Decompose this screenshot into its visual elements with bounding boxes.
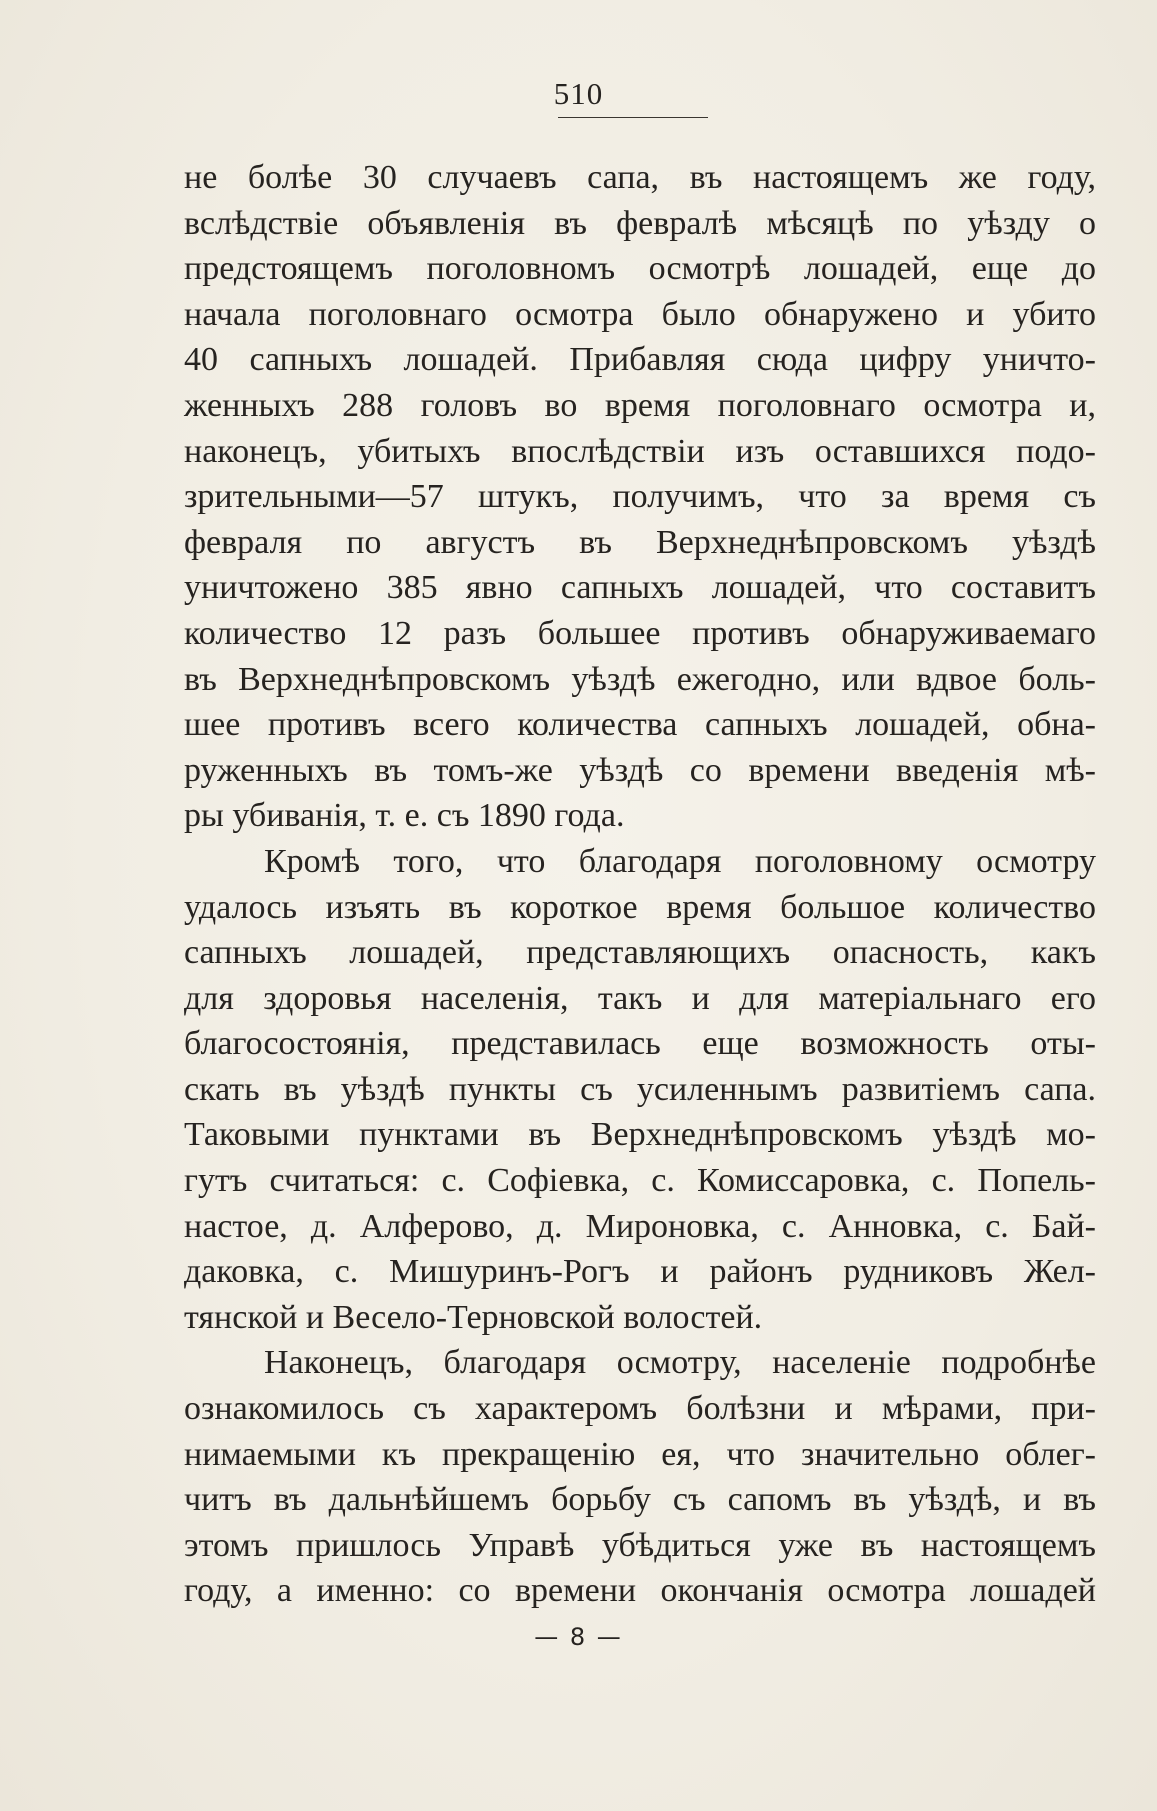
- text-line: 40 сапныхъ лошадей. Прибавляя сюда цифру уничто-: [184, 341, 1096, 379]
- text-line: скать въ уѣздѣ пункты съ усиленнымъ развитіемъ сапа.: [184, 1070, 1096, 1108]
- text-line: удалось изъять въ короткое время большое количество: [184, 888, 1096, 926]
- text-line: читъ въ дальнѣйшемъ борьбу съ сапомъ въ уѣздѣ, и въ: [184, 1481, 1096, 1519]
- page-number: 510: [553, 76, 604, 111]
- text-line: февраля по августъ въ Верхнеднѣпровскомъ уѣздѣ: [184, 523, 1096, 561]
- text-line: сапныхъ лошадей, представляющихъ опасность, какъ: [184, 934, 1096, 972]
- text-line: тянской и Весело-Терновской волостей.: [184, 1298, 763, 1336]
- text-line: для здоровья населенія, такъ и для матеріальнаго его: [184, 979, 1096, 1017]
- text-line: настое, д. Алферово, д. Мироновка, с. Анновка, с. Бай-: [184, 1207, 1096, 1245]
- text-line: уничтожено 385 явно сапныхъ лошадей, что составитъ: [184, 569, 1096, 607]
- text-line: шее противъ всего количества сапныхъ лошадей, обна-: [184, 706, 1096, 744]
- text-line: нимаемыми къ прекращенію ея, что значительно облег-: [184, 1435, 1096, 1473]
- text-line: предстоящемъ поголовномъ осмотрѣ лошадей, еще до: [184, 250, 1096, 288]
- text-line: Наконецъ, благодаря осмотру, населеніе подробнѣе: [264, 1344, 1096, 1382]
- text-line: въ Верхнеднѣпровскомъ уѣздѣ ежегодно, или вдвое боль-: [184, 660, 1096, 698]
- text-line: этомъ пришлось Управѣ убѣдиться уже въ настоящемъ: [184, 1526, 1096, 1564]
- body-text: [184, 155, 1096, 1614]
- text-line: ознакомилось съ характеромъ болѣзни и мѣрами, при-: [184, 1390, 1096, 1428]
- text-line: руженныхъ въ томъ-же уѣздѣ со времени введенія мѣ-: [184, 751, 1096, 789]
- signature-mark: — 8 —: [534, 1623, 623, 1651]
- header-rule: [558, 117, 708, 118]
- text-line: наконецъ, убитыхъ впослѣдствіи изъ оставшихся подо-: [184, 432, 1096, 470]
- text-line: ры убиванія, т. е. съ 1890 года.: [184, 797, 625, 835]
- text-line: Таковыми пунктами въ Верхнеднѣпровскомъ уѣздѣ мо-: [184, 1116, 1096, 1154]
- text-line: количество 12 разъ большее противъ обнаруживаемаго: [184, 614, 1096, 652]
- text-line: зрительными—57 штукъ, получимъ, что за время съ: [184, 478, 1096, 516]
- text-line: благосостоянія, представилась еще возможность оты-: [184, 1025, 1096, 1063]
- text-line: году, а именно: со времени окончанія осмотра лошадей: [184, 1572, 1096, 1610]
- text-line: гутъ считаться: с. Софіевка, с. Комиссаровка, с. Попель-: [184, 1162, 1096, 1200]
- text-line: вслѣдствіе объявленія въ февралѣ мѣсяцѣ по уѣзду о: [184, 204, 1096, 242]
- text-line: даковка, с. Мишуринъ-Рогъ и районъ рудниковъ Жел-: [184, 1253, 1096, 1291]
- text-line: не болѣе 30 случаевъ сапа, въ настоящемъ же году,: [184, 159, 1096, 196]
- text-line: Кромѣ того, что благодаря поголовному осмотру: [264, 842, 1096, 880]
- text-line: женныхъ 288 головъ во время поголовнаго осмотра и,: [184, 386, 1096, 424]
- text-line: начала поголовнаго осмотра было обнаружено и убито: [184, 295, 1096, 333]
